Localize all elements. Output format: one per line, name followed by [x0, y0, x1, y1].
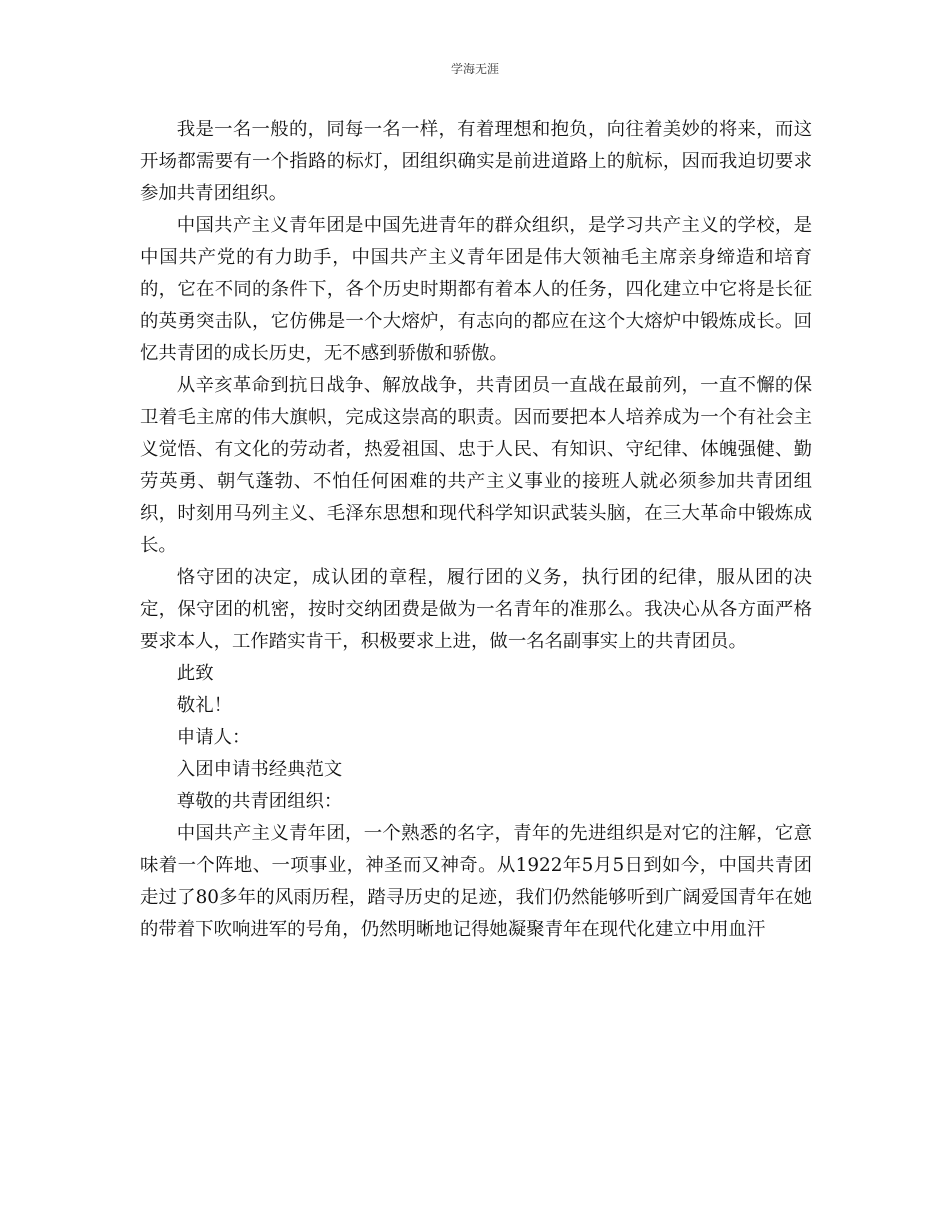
paragraph-commitment: 恪守团的决定，成认团的章程，履行团的义务，执行团的纪律，服从团的决定，保守团的机密，按时交纳团费是做为一名青年的准那么。我决心从各方面严格要求本人，工作踏实肯干，积极要求上进，做一名名副事实上的共青团员。 — [140, 567, 812, 652]
section-title: 入团申请书经典范文 — [176, 759, 343, 780]
paragraph-intro: 我是一名一般的，同每一名一样，有着理想和抱负，向往着美妙的将来，而这开场都需要有一个指路的标灯，团组织确实是前进道路上的航标，因而我迫切要求参加共青团组织。 — [140, 119, 812, 204]
greeting: 尊敬的共青团组织： — [176, 791, 343, 812]
applicant-label: 申请人： — [176, 727, 251, 748]
closing-regards: 敬礼！ — [176, 695, 232, 716]
paragraph-league-description: 中国共产主义青年团是中国先进青年的群众组织，是学习共产主义的学校，是中国共产党的有力助手，中国共产主义青年团是伟大领袖毛主席亲身缔造和培育的，它在不同的条件下，各个历史时期都有着本人的任务，四化建立中它将是长征的英勇突击队，它仿佛是一个大熔炉，有志向的都应在这个大熔炉中锻炼成长。回忆共青团的成长历史，无不感到骄傲和骄傲。 — [140, 215, 812, 364]
page-header: 学海无涯 — [450, 62, 499, 76]
paragraph-league-intro: 中国共产主义青年团，一个熟悉的名字，青年的先进组织是对它的注解，它意味着一个阵地、一项事业，神圣而又神奇。从1922年5月5日到如今，中国共青团走过了80多年的风雨历程，踏寻历史的足迹，我们仍然能够听到广阔爱国青年在她的带着下吹响进军的号角，仍然明晰地记得她凝聚青年在现代化建立中用血汗 — [140, 823, 812, 940]
document-body — [140, 114, 812, 946]
closing-salutation: 此致 — [176, 663, 214, 684]
paragraph-history: 从辛亥革命到抗日战争、解放战争，共青团员一直战在最前列，一直不懈的保卫着毛主席的伟大旗帜，完成这崇高的职责。因而要把本人培养成为一个有社会主义觉悟、有文化的劳动者，热爱祖国、忠于人民、有知识、守纪律、体魄强健、勤劳英勇、朝气蓬勃、不怕任何困难的共产主义事业的接班人就必须参加共青团组织，时刻用马列主义、毛泽东思想和现代科学知识武装头脑，在三大革命中锻炼成长。 — [140, 375, 812, 556]
